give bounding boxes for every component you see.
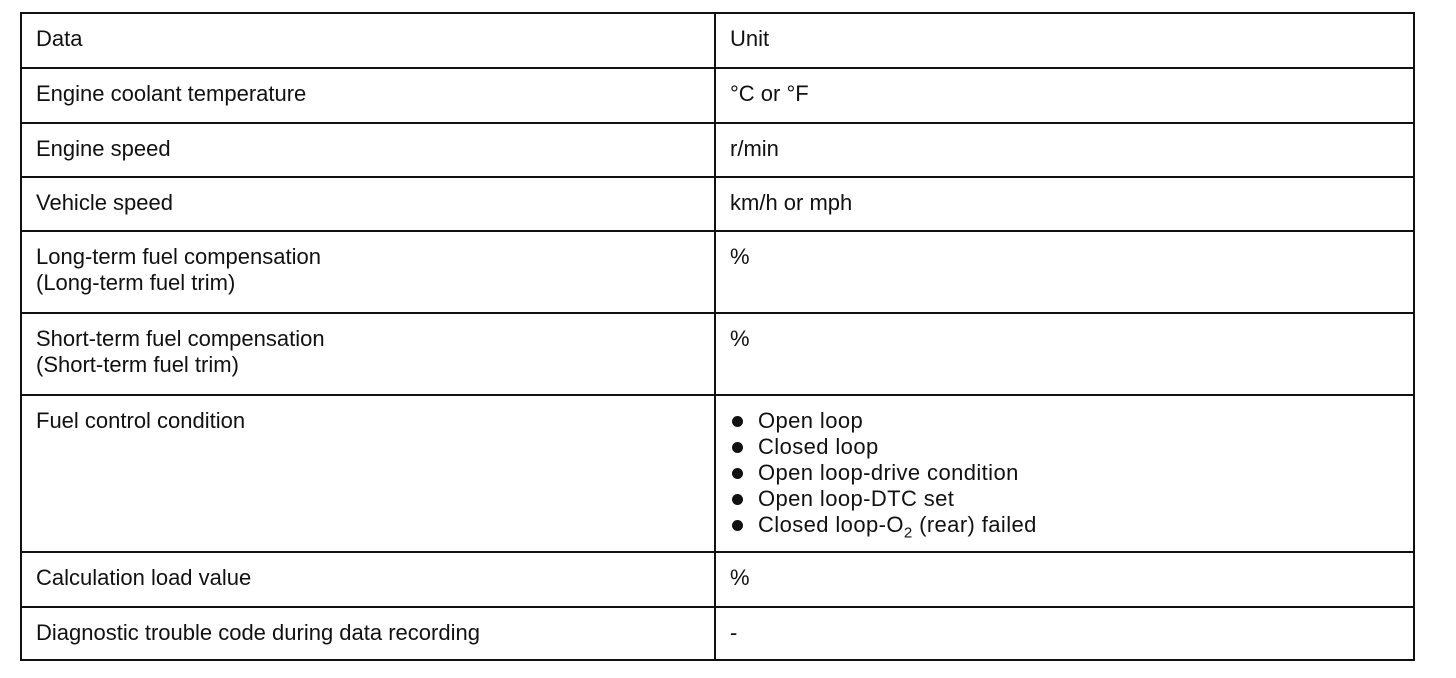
unit-cell: % bbox=[715, 552, 1414, 607]
unit-cell: - bbox=[715, 607, 1414, 660]
data-label: Calculation load value bbox=[36, 565, 252, 590]
list-item bbox=[730, 460, 1399, 486]
unit-cell: % bbox=[715, 231, 1414, 313]
unit-cell: km/h or mph bbox=[715, 177, 1414, 231]
bullet-icon bbox=[732, 468, 743, 479]
table-row bbox=[21, 123, 1414, 177]
data-cell bbox=[21, 552, 715, 607]
list-item bbox=[730, 434, 1399, 460]
list-item bbox=[730, 408, 1399, 434]
unit-cell: r/min bbox=[715, 123, 1414, 177]
list-item-text-prefix: Closed loop-O bbox=[758, 512, 904, 537]
data-label: Short-term fuel compensation bbox=[36, 326, 325, 351]
bullet-icon bbox=[732, 442, 743, 453]
data-cell bbox=[21, 395, 715, 552]
data-cell bbox=[21, 68, 715, 123]
data-label: Long-term fuel compensation bbox=[36, 244, 321, 269]
header-data-cell: Data bbox=[21, 13, 715, 68]
data-cell bbox=[21, 177, 715, 231]
data-label: Fuel control condition bbox=[36, 408, 246, 433]
bullet-icon bbox=[732, 494, 743, 505]
unit-cell bbox=[715, 395, 1414, 552]
data-unit-table bbox=[20, 12, 1415, 661]
table-row bbox=[21, 68, 1414, 123]
data-label: Engine coolant temperature bbox=[36, 81, 307, 106]
list-item-text-suffix: (rear) failed bbox=[912, 512, 1037, 537]
list-item bbox=[730, 512, 1399, 542]
data-cell bbox=[21, 607, 715, 660]
table-row bbox=[21, 177, 1414, 231]
header-unit-cell: Unit bbox=[715, 13, 1414, 68]
unit-cell: °C or °F bbox=[715, 68, 1414, 123]
unit-bullet-list bbox=[730, 408, 1399, 542]
table-wrapper bbox=[20, 12, 1415, 661]
data-label: Diagnostic trouble code during data recording bbox=[36, 620, 480, 645]
table-row bbox=[21, 231, 1414, 313]
list-item-text: Open loop-DTC set bbox=[758, 486, 955, 511]
table-row bbox=[21, 313, 1414, 395]
unit-cell: % bbox=[715, 313, 1414, 395]
list-item-text: Open loop bbox=[758, 408, 864, 433]
list-item-text: Closed loop bbox=[758, 434, 879, 459]
data-label-sub: (Long-term fuel trim) bbox=[36, 270, 236, 295]
bullet-icon bbox=[732, 416, 743, 427]
data-cell bbox=[21, 313, 715, 395]
table-header-row bbox=[21, 13, 1414, 68]
data-cell bbox=[21, 123, 715, 177]
list-item bbox=[730, 486, 1399, 512]
bullet-icon bbox=[732, 520, 743, 531]
table-row bbox=[21, 395, 1414, 552]
table-row bbox=[21, 607, 1414, 660]
list-item-text: Open loop-drive condition bbox=[758, 460, 1019, 485]
data-label: Engine speed bbox=[36, 136, 171, 161]
data-label-sub: (Short-term fuel trim) bbox=[36, 352, 239, 377]
subscript-text: 2 bbox=[903, 524, 913, 542]
data-cell bbox=[21, 231, 715, 313]
table-row bbox=[21, 552, 1414, 607]
data-label: Vehicle speed bbox=[36, 190, 173, 215]
